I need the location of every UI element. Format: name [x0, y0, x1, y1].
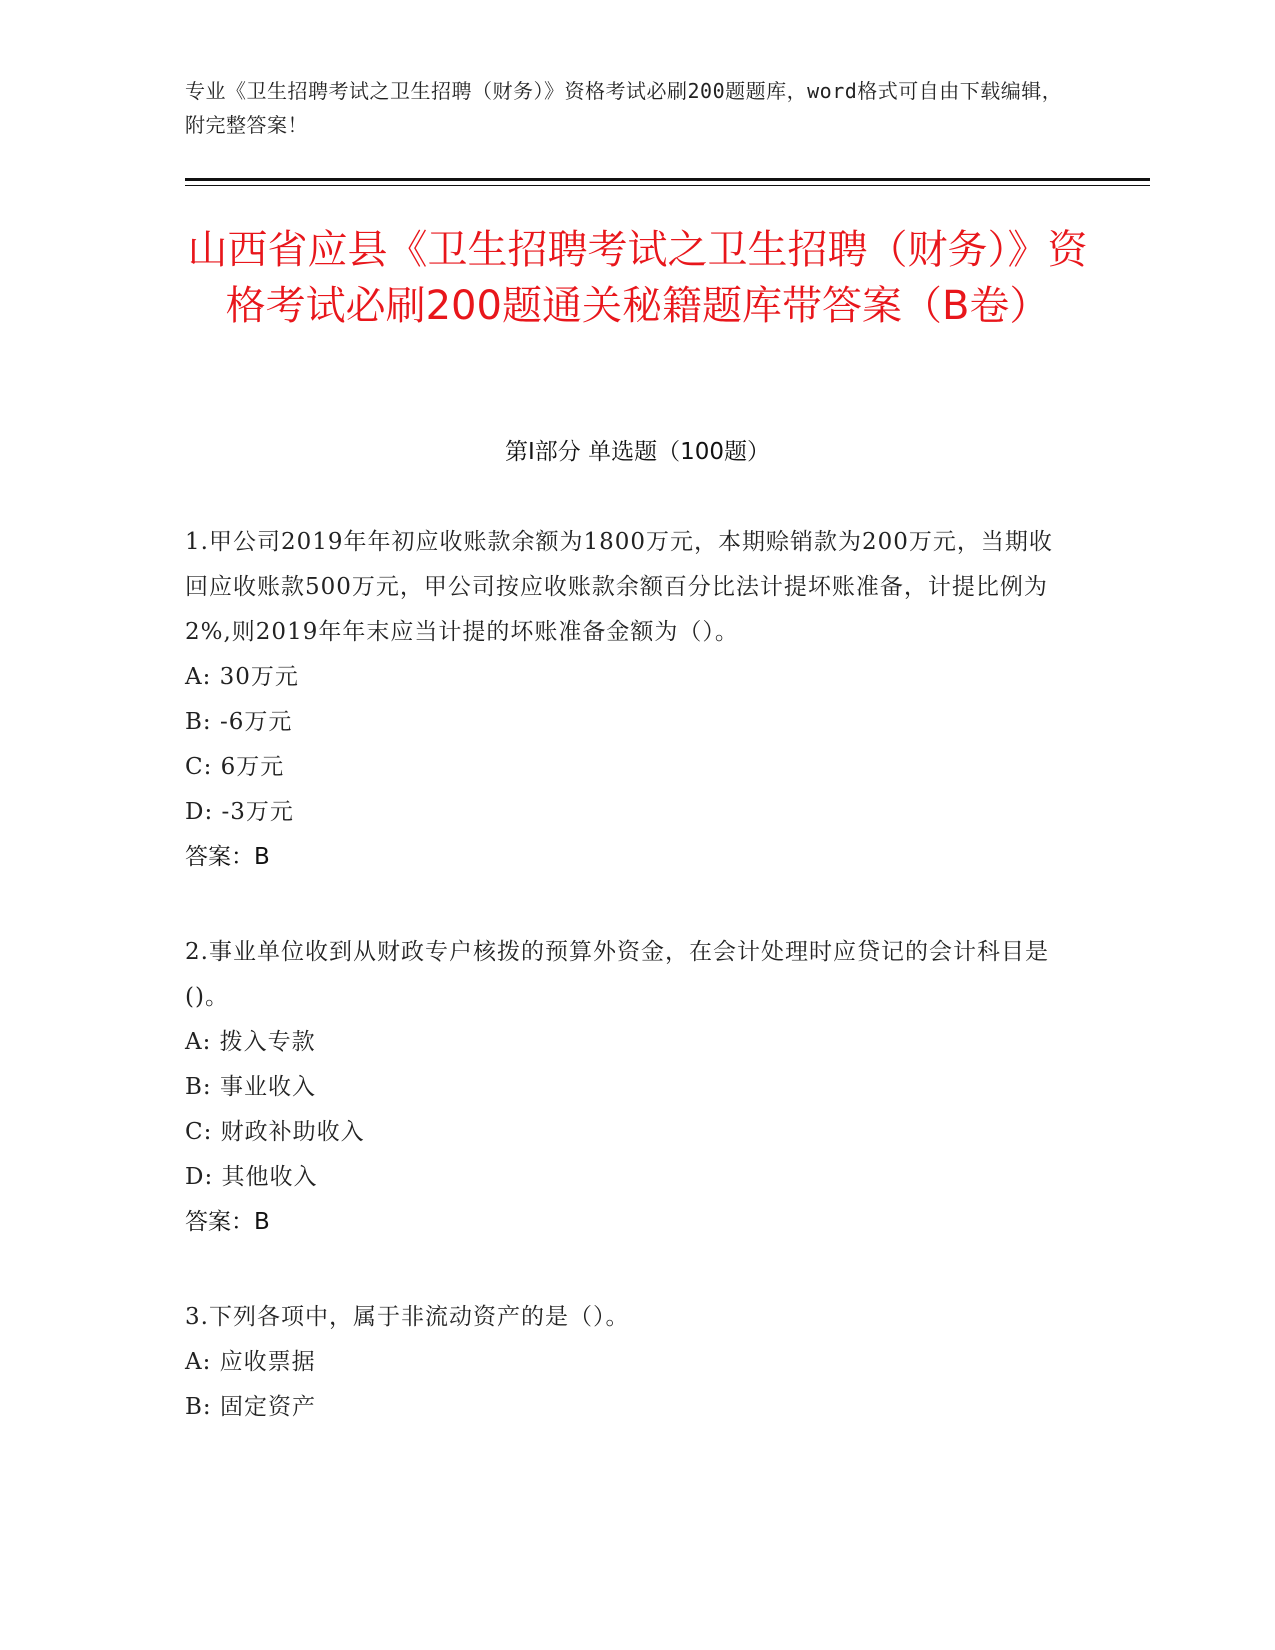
question-stem: 3.下列各项中，属于非流动资产的是（）。 — [185, 1304, 630, 1330]
option-b: B: 固定资产 — [185, 1394, 316, 1420]
question-stem: 1.甲公司2019年年初应收账款余额为1800万元，本期赊销款为200万元，当期收回应收账款500万元，甲公司按应收账款余额百分比法计提坏账准备，计提比例为2%,则2019年年末应当计提的坏账准备金额为（）。 — [185, 529, 1053, 645]
question-2 — [185, 930, 1065, 1245]
document-title: 山西省应县《卫生招聘考试之卫生招聘（财务）》资格考试必刷200题通关秘籍题库带答案（B卷） — [187, 227, 1088, 329]
option-c: C: 6万元 — [185, 754, 285, 780]
question-1 — [185, 520, 1065, 880]
option-d: D: 其他收入 — [185, 1164, 318, 1190]
option-a: A: 30万元 — [185, 664, 299, 690]
option-c: C: 财政补助收入 — [185, 1119, 365, 1145]
question-stem: 2.事业单位收到从财政专户核拨的预算外资金，在会计处理时应贷记的会计科目是()。 — [185, 939, 1049, 1010]
question-3 — [185, 1295, 1065, 1430]
option-b: B: 事业收入 — [185, 1074, 316, 1100]
answer: 答案：B — [185, 1209, 270, 1235]
option-d: D: -3万元 — [185, 799, 294, 825]
option-a: A: 拨入专款 — [185, 1029, 316, 1055]
option-b: B: -6万元 — [185, 709, 293, 735]
header-divider-thick — [185, 178, 1150, 181]
section-title: 第I部分 单选题（100题） — [505, 439, 770, 465]
header-note: 专业《卫生招聘考试之卫生招聘（财务）》资格考试必刷200题题库，word格式可自由下载编辑，附完整答案！ — [185, 79, 1063, 137]
option-a: A: 应收票据 — [185, 1349, 316, 1375]
question-list — [185, 520, 1065, 1480]
answer: 答案：B — [185, 844, 270, 870]
header-divider-thin — [185, 185, 1150, 186]
